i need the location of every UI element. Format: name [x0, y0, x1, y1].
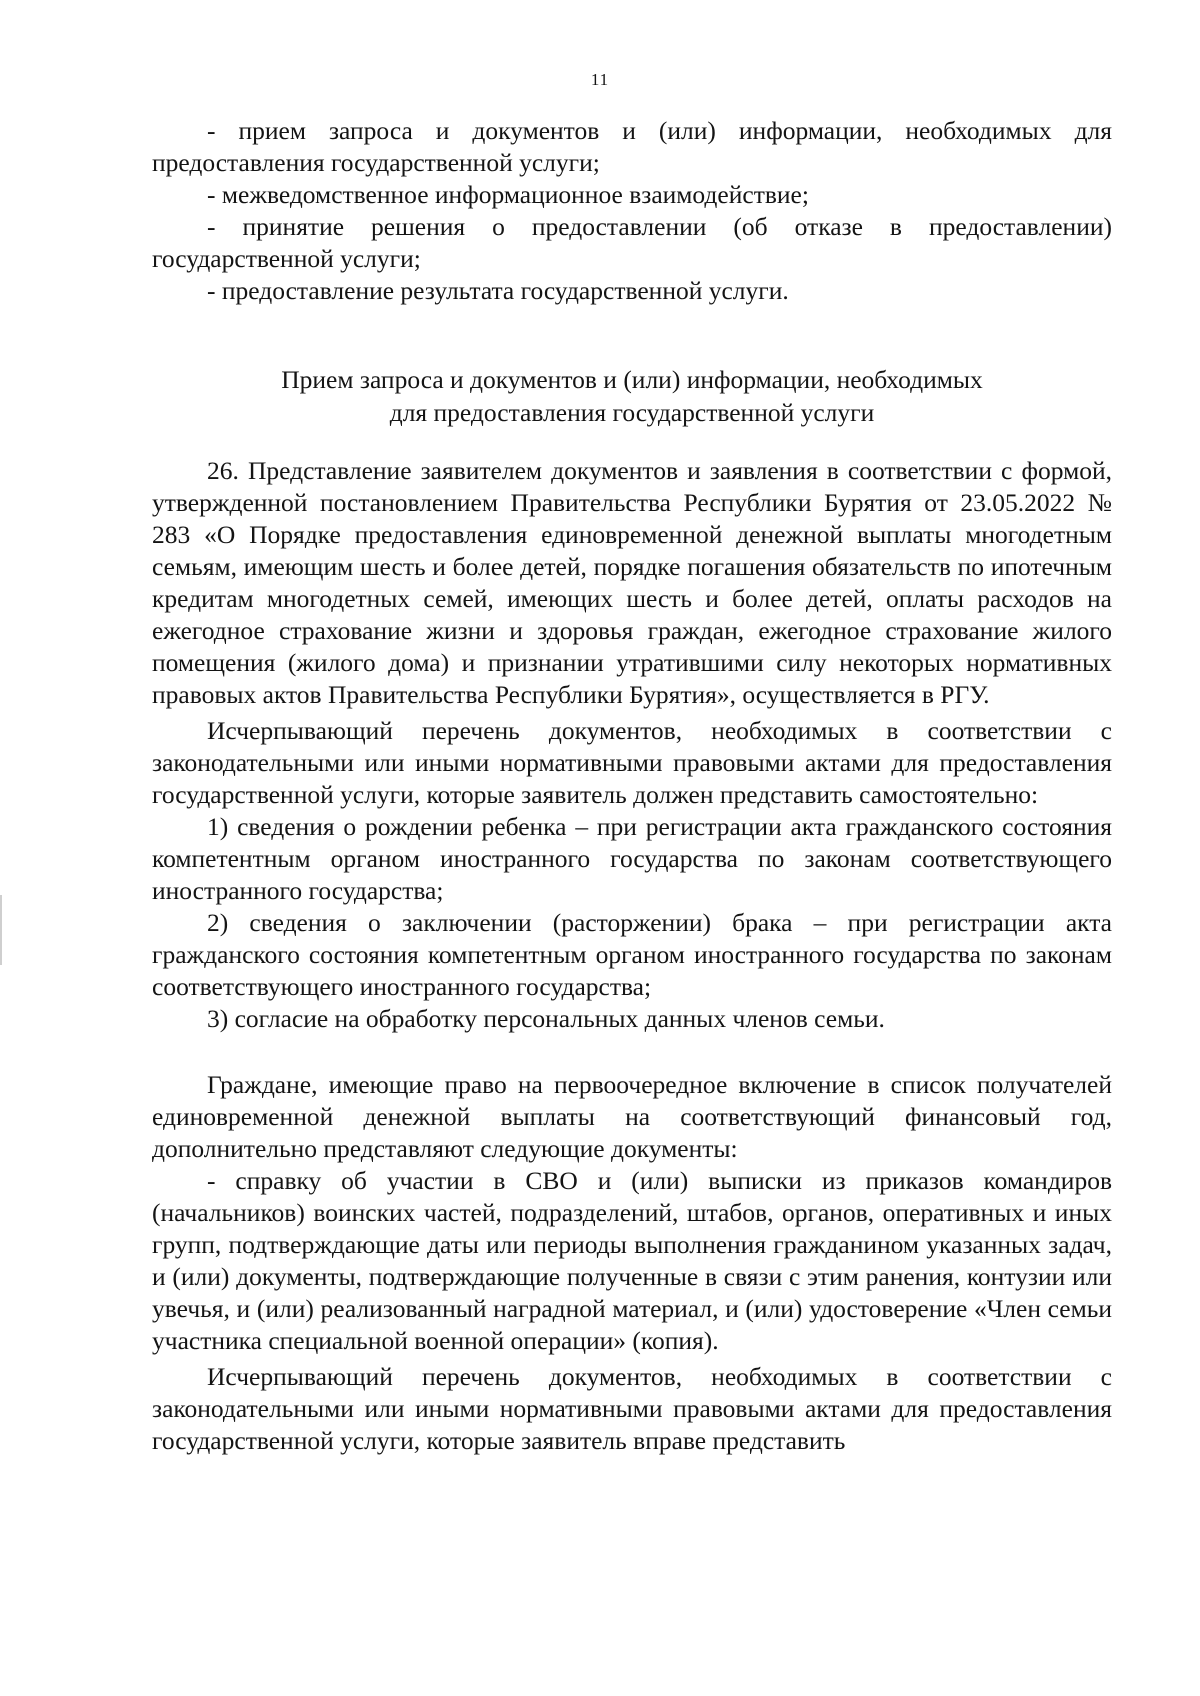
section-heading-line: Прием запроса и документов и (или) информации, необходимых: [281, 365, 983, 394]
list-item: 2) сведения о заключении (расторжении) брака – при регистрации акта гражданского состояния компетентным органом иностранного государства по законам соответствующего иностранного государства;: [152, 908, 1112, 1001]
paragraph-spacer: [152, 1035, 1112, 1069]
page-number: 11: [590, 70, 610, 89]
scan-edge-mark: [0, 895, 2, 965]
paragraph-26: 26. Представление заявителем документов и заявления в соответствии с формой, утвержденной постановлением Правительства Республики Бурятия от 23.05.2022 № 283 «О Порядке предоставления единовременной денежной выплаты многодетным семьям, имеющим шесть и более детей, порядке погашения обязательств по ипотечным кредитам многодетных семей, имеющих шесть и более детей, оплаты расходов на ежегодное страхование жизни и здоровья граждан, ежегодное страхование жилого помещения (жилого дома) и признании утратившими силу некоторых нормативных правовых актов Правительства Республики Бурятия», осуществляется в РГУ.: [152, 456, 1112, 709]
section-heading: [152, 363, 1112, 429]
priority-documents-intro: Граждане, имеющие право на первоочередное включение в список получателей единовременной денежной выплаты на соответствующий финансовый год, дополнительно представляют следующие документы:: [152, 1070, 1112, 1163]
list-item: - межведомственное информационное взаимодействие;: [207, 180, 809, 209]
optional-documents-intro: Исчерпывающий перечень документов, необходимых в соответствии с законодательными или иными нормативными правовыми актами для предоставления государственной услуги, которые заявитель вправе представить: [152, 1362, 1112, 1455]
list-item: - предоставление результата государственной услуги.: [207, 276, 789, 305]
list-item: - прием запроса и документов и (или) информации, необходимых для предоставления государственной услуги;: [152, 116, 1112, 177]
list-item: - справку об участии в СВО и (или) выписки из приказов командиров (начальников) воинских частей, подразделений, штабов, органов, оперативных и иных групп, подтверждающие даты или периоды выполнения гражданином указанных задач, и (или) документы, подтверждающие полученные в связи с этим ранения, контузии или увечья, и (или) реализованный наградной материал, и (или) удостоверение «Член семьи участника специальной военной операции» (копия).: [152, 1166, 1112, 1355]
required-documents-intro: Исчерпывающий перечень документов, необходимых в соответствии с законодательными или иными нормативными правовыми актами для предоставления государственной услуги, которые заявитель должен представить самостоятельно:: [152, 716, 1112, 809]
document-body: [152, 115, 1112, 1457]
section-heading-line: для предоставления государственной услуги: [389, 398, 875, 427]
list-item: - принятие решения о предоставлении (об отказе в предоставлении) государственной услуги;: [152, 212, 1112, 273]
list-item: 3) согласие на обработку персональных данных членов семьи.: [207, 1004, 885, 1033]
list-item: 1) сведения о рождении ребенка – при регистрации акта гражданского состояния компетентным органом иностранного государства по законам соответствующего иностранного государства;: [152, 812, 1112, 905]
